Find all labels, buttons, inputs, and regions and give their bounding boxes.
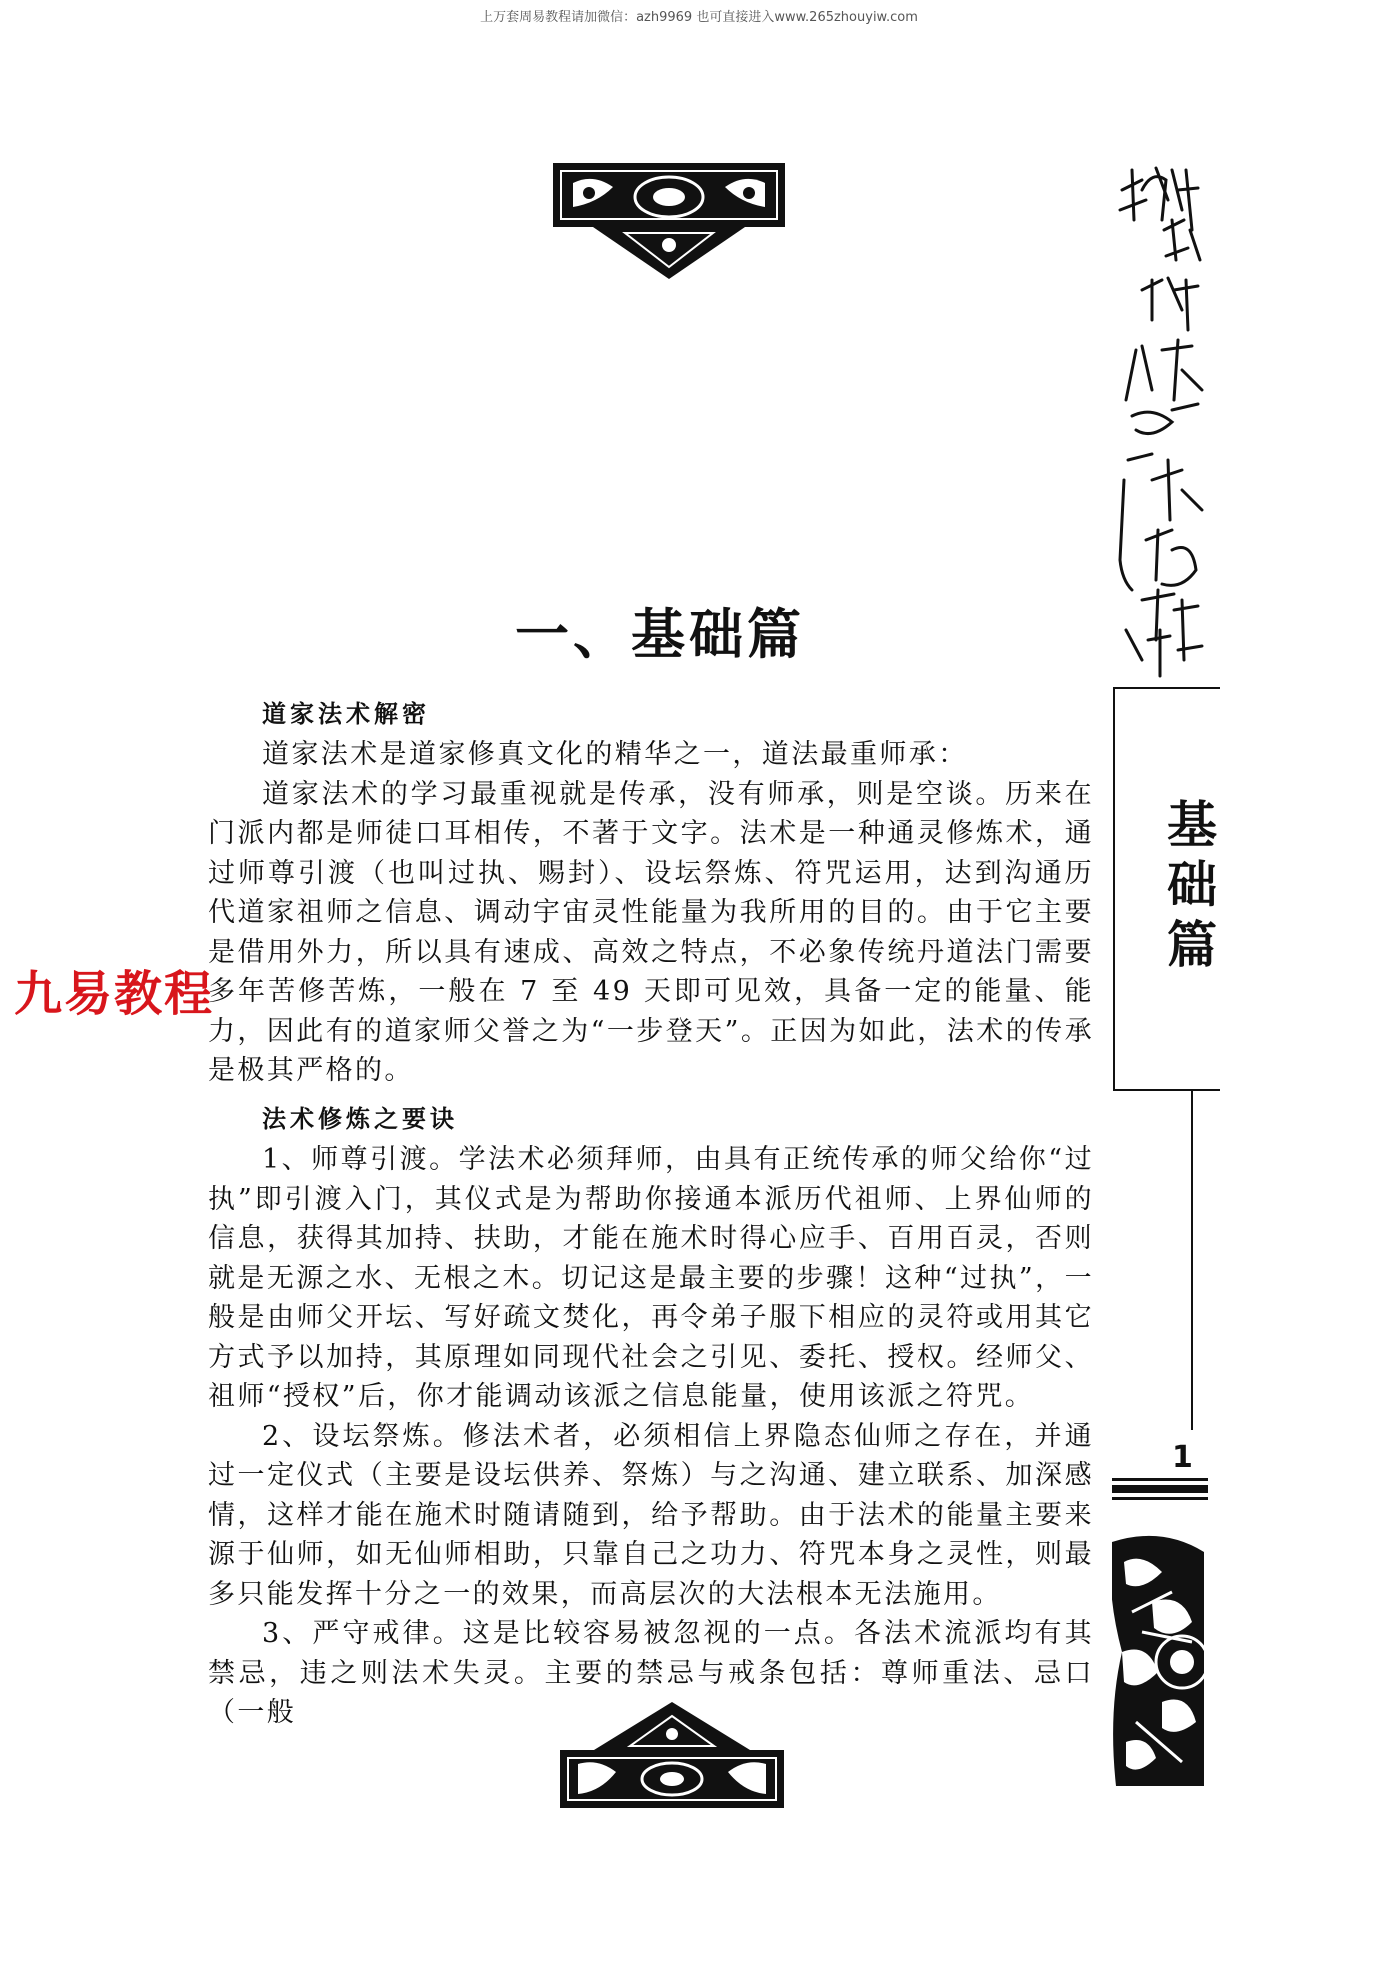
corner-ornament <box>1112 1532 1204 1786</box>
header-note: 上万套周易教程请加微信：azh9969 也可直接进入www.265zhouyiw.com <box>480 10 918 25</box>
page-number: 1 <box>1172 1440 1193 1475</box>
section-heading: 法术修炼之要诀 <box>262 1105 458 1133</box>
paragraph: 道家法术是道家修真文化的精华之一，道法最重师承： <box>262 739 968 770</box>
paragraph: 1、师尊引渡。学法术必须拜师，由具有正统传承的师父给你“过执”即引渡入门，其仪式是为帮助你接通本派历代祖师、上界仙师的信息，获得其加持、扶助，才能在施术时得心应手、百用百灵，否则就是无源之水、无根之木。切记这是最主要的步骤！这种“过执”，一般是由师父开坛、写好疏文焚化，再令弟子服下相应的灵符或用其它方式予以加持，其原理如同现代社会之引见、委托、授权。经师父、祖师“授权”后，你才能调动该派之信息能量，使用该派之符咒。 <box>208 1144 1094 1412</box>
section-heading: 道家法术解密 <box>262 700 430 728</box>
chapter-title: 一、基础篇 <box>515 603 805 666</box>
section-decryption <box>208 695 1094 1091</box>
paragraph: 道家法术的学习最重视就是传承，没有师承，则是空谈。历来在门派内都是师徒口耳相传，不著于文字。法术是一种通灵修炼术，通过师尊引渡（也叫过执、赐封）、设坛祭炼、符咒运用，达到沟通历代道家祖师之信息、调动宇宙灵性能量为我所用的目的。由于它主要是借用外力，所以具有速成、高效之特点，不必象传统丹道法门需要多年苦修苦炼，一般在 7 至 49 天即可见效，具备一定的能量、能力，因此有的道家师父誉之为“一步登天”。正因为如此，法术的传承是极其严格的。 <box>208 778 1094 1086</box>
section-key-points <box>208 1100 1094 1733</box>
bottom-ornament <box>560 1702 784 1808</box>
side-vertical-rule <box>1190 1090 1194 1434</box>
watermark: 九易教程 <box>14 966 215 1022</box>
top-ornament <box>553 163 785 281</box>
page-number-bars <box>1112 1478 1208 1508</box>
paragraph: 3、严守戒律。这是比较容易被忽视的一点。各法术流派均有其禁忌，违之则法术失灵。主要的禁忌与戒条包括：尊师重法、忌口（一般 <box>208 1618 1094 1728</box>
paragraph: 2、设坛祭炼。修法术者，必须相信上界隐态仙师之存在，并通过一定仪式（主要是设坛供养、祭炼）与之沟通、建立联系、加深感情，这样才能在施术时随请随到，给予帮助。由于法术的能量主要来源于仙师，如无仙师相助，只靠自己之功力、符咒本身之灵性，则最多只能发挥十分之一的效果，而高层次的大法根本无法施用。 <box>208 1420 1094 1610</box>
side-chapter-title: 基础篇 <box>1167 796 1217 974</box>
side-calligraphy <box>1112 160 1208 680</box>
